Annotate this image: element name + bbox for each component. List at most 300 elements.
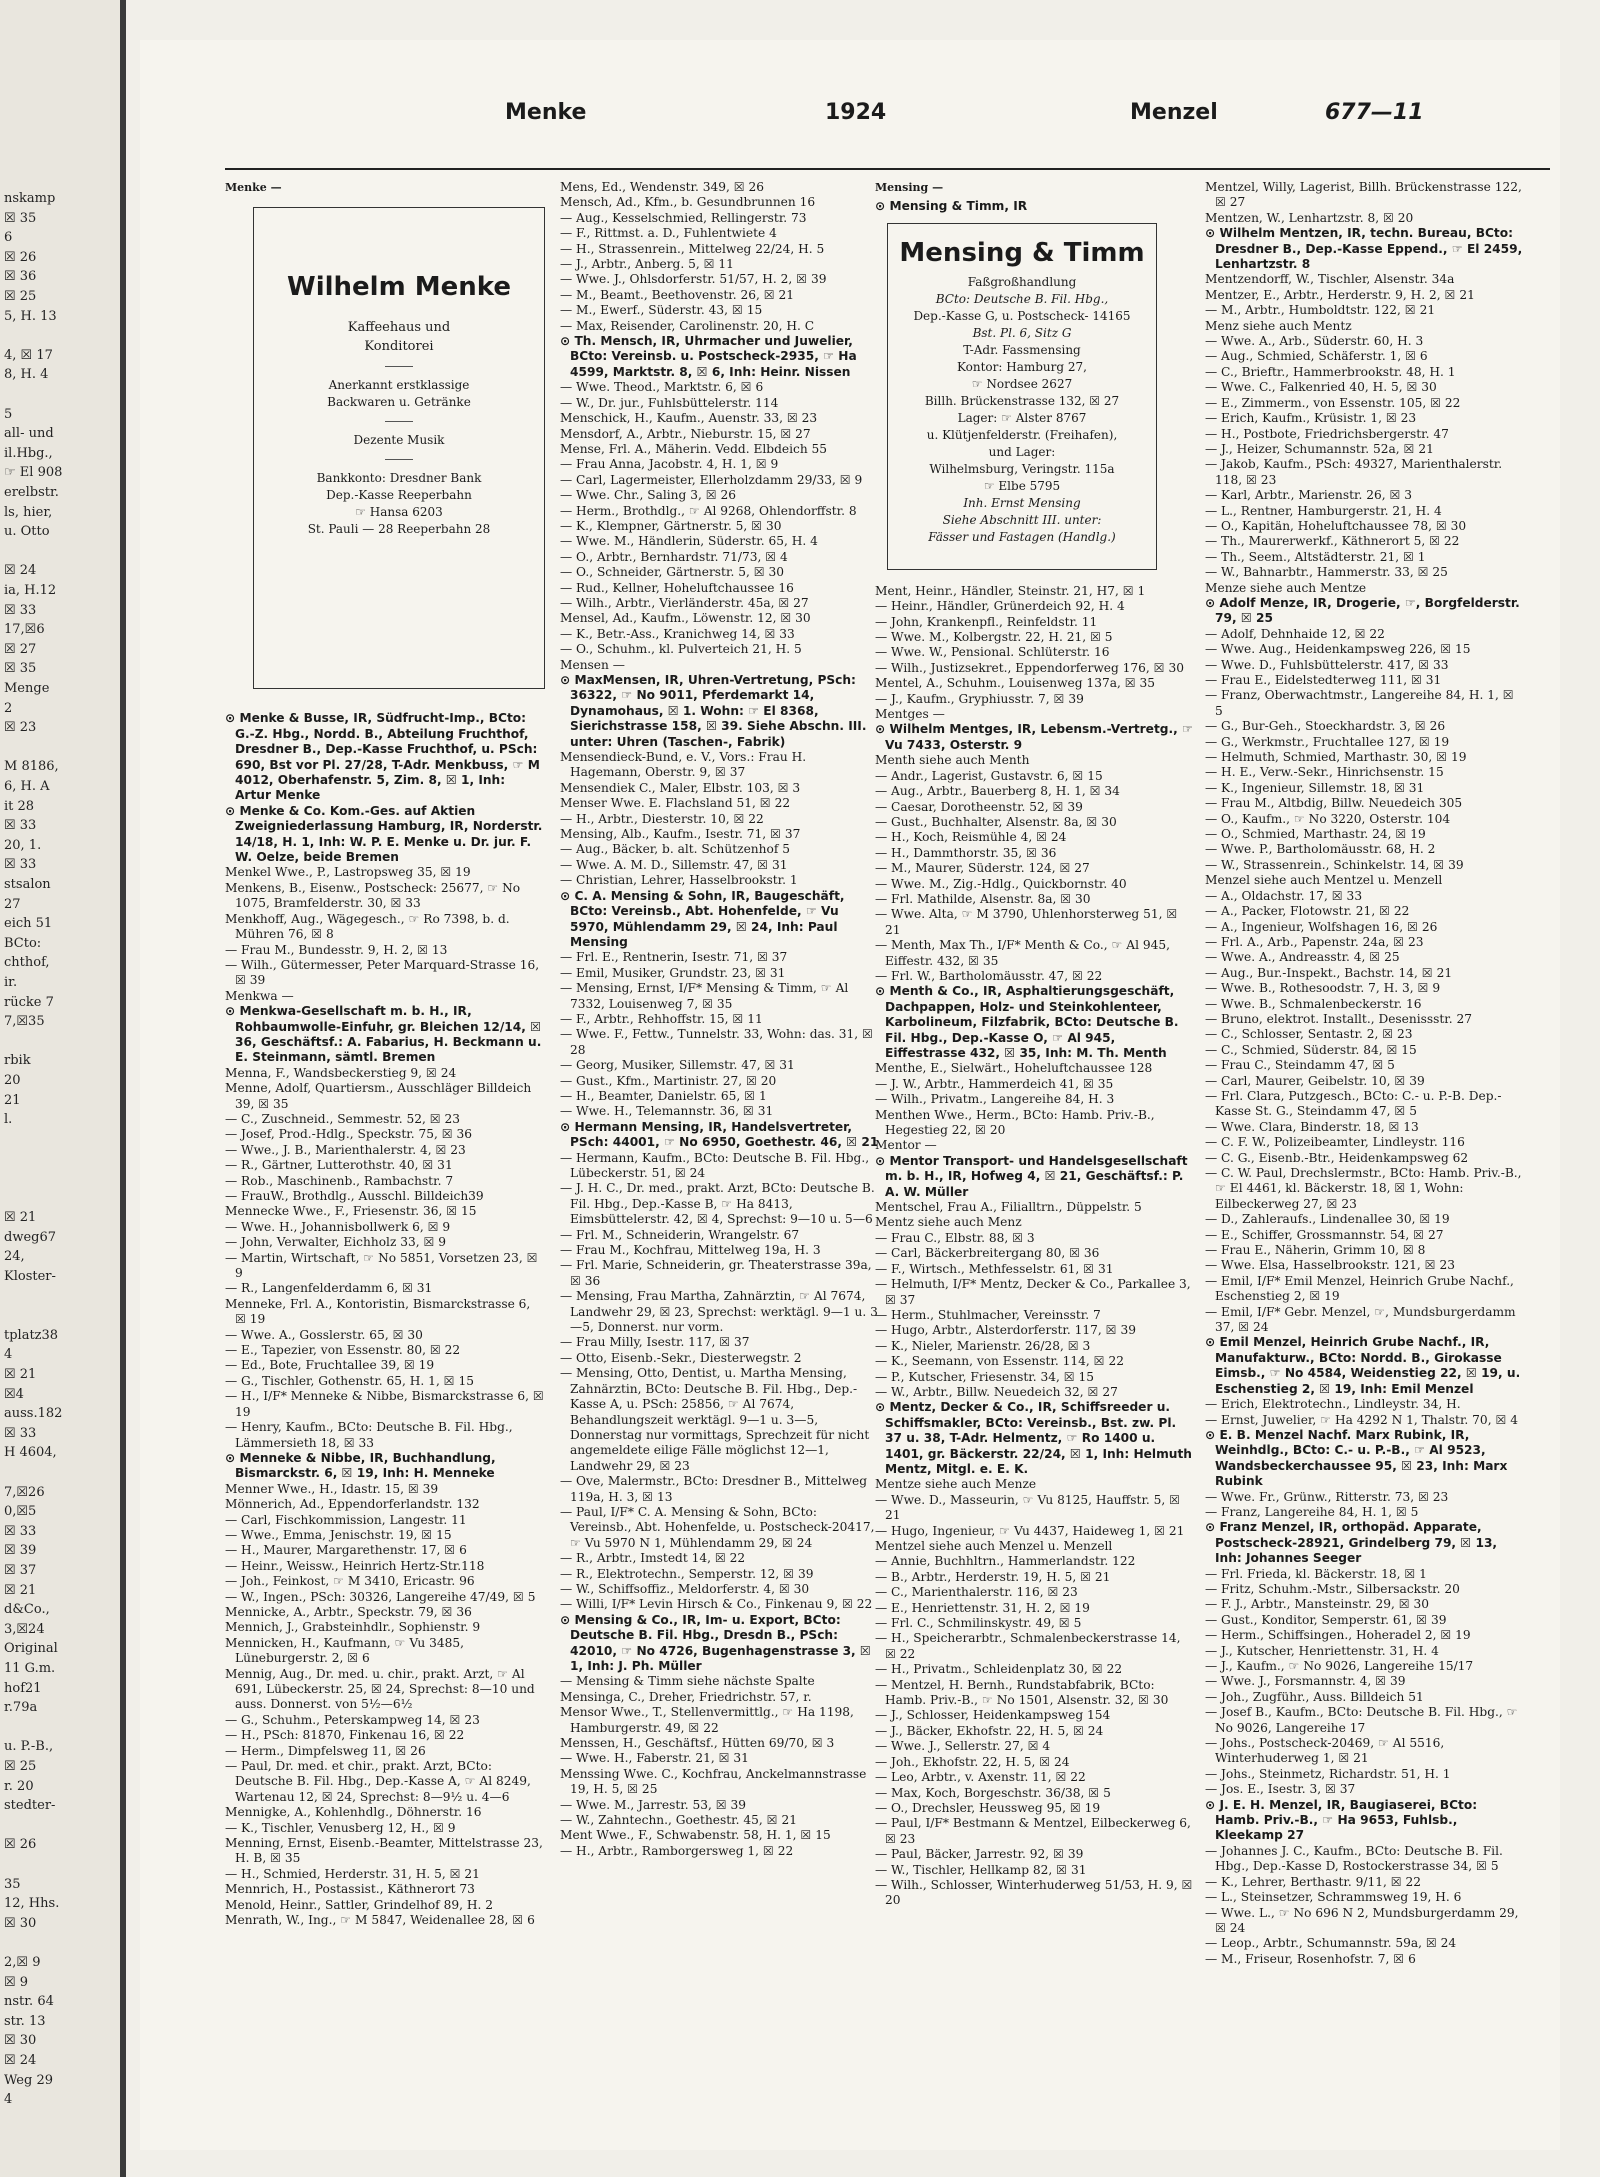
directory-entry: — Josef, Prod.-Hdlg., Speckstr. 75, ☒ 36: [225, 1127, 473, 1142]
directory-entry: — O., Kaufm., ☞ No 3220, Osterstr. 104: [1205, 811, 1451, 826]
gutter-fragment: it 28: [4, 798, 35, 814]
directory-entry: — Wwe. A., Andreasstr. 4, ☒ 25: [1205, 950, 1400, 965]
gutter-fragment: ☒ 39: [4, 1543, 37, 1559]
directory-entry: — Gust., Kfm., Martinistr. 27, ☒ 20: [560, 1073, 777, 1088]
advertisement-wilhelm-menke: [253, 207, 545, 689]
directory-entry: ⊙ Franz Menzel, IR, orthopäd. Apparate, Postscheck-28921, Grindelberg 79, ☒ 13, Inh: Johannes Seeger: [1205, 1520, 1498, 1566]
ad-line: Dezente Musik: [353, 433, 445, 448]
directory-entry: — E., Tapezier, von Essenstr. 80, ☒ 22: [225, 1343, 461, 1358]
gutter-fragment: ☒ 21: [4, 1367, 37, 1382]
directory-entry: — Jakob, Kaufm., PSch: 49327, Marienthalerstr. 118, ☒ 23: [1205, 457, 1503, 487]
directory-entries: [1205, 180, 1525, 1967]
gutter-fragment: 20: [4, 1073, 21, 1088]
directory-entry: — Aug., Schmied, Schäferstr. 1, ☒ 6: [1205, 349, 1428, 364]
directory-entry: — H., Postbote, Friedrichsbergerstr. 47: [1205, 426, 1449, 441]
directory-entry: — Wwe. F., Fettw., Tunnelstr. 33, Wohn: das. 31, ☒ 28: [560, 1027, 873, 1057]
directory-entry: — W., Arbtr., Billw. Neuedeich 32, ☒ 27: [875, 1384, 1118, 1399]
directory-entry: ⊙ Adolf Menze, IR, Drogerie, ☞, Borgfelderstr. 79, ☒ 25: [1205, 595, 1520, 626]
ad-line: Fässer und Fastagen (Handlg.): [928, 529, 1116, 544]
directory-entry: — G., Werkmstr., Fruchtallee 127, ☒ 19: [1205, 734, 1450, 749]
directory-entry: Menkhoff, Aug., Wägegesch., ☞ Ro 7398, b. d. Mühren 76, ☒ 8: [225, 911, 510, 942]
directory-entry: — Johs., Steinmetz, Richardstr. 51, H. 1: [1205, 1766, 1451, 1781]
directory-entry: — Paul, I/F* C. A. Mensing & Sohn, BCto: Vereinsb., Abt. Hohenfelde, u. Postscheck-20417, ☞ Vu 5970 N 1, Mühlendamm 29, ☒ 24: [560, 1504, 875, 1550]
directory-entry: — C. F. W., Polizeibeamter, Lindleystr. 116: [1205, 1135, 1465, 1150]
gutter-fragment: 11 G.m.: [4, 1661, 56, 1676]
directory-entry: ⊙ Menke & Co. Kom.-Ges. auf Aktien Zweigniederlassung Hamburg, IR, Norderstr. 14/18, H. 1, Inh: W. P. E. Menke u. Dr. jur. F. W. Oelze, beide Bremen: [225, 803, 543, 865]
directory-entry: — Erich, Kaufm., Krüsistr. 1, ☒ 23: [1205, 411, 1417, 426]
gutter-fragment: u. P.-B.,: [4, 1739, 54, 1755]
directory-entry: — Henry, Kaufm., BCto: Deutsche B. Fil. Hbg., Lämmersieth 18, ☒ 33: [225, 1420, 513, 1450]
directory-entry: Mentze siehe auch Menze: [875, 1477, 1037, 1492]
directory-entry: — W., Strassenrein., Schinkelstr. 14, ☒ 39: [1205, 857, 1464, 872]
directory-entry: Menschick, H., Kaufm., Auenstr. 33, ☒ 23: [560, 411, 818, 426]
directory-entry: — Wilh., Arbtr., Vierländerstr. 45a, ☒ 27: [560, 595, 809, 610]
directory-entry: — Menth, Max Th., I/F* Menth & Co., ☞ Al 945, Eiffestr. 432, ☒ 35: [875, 938, 1170, 968]
directory-entry: — Emil, Musiker, Grundstr. 23, ☒ 31: [560, 965, 786, 980]
directory-entry: — Wwe. A., Arb., Süderstr. 60, H. 3: [1205, 334, 1424, 349]
directory-entry: — Mensing & Timm siehe nächste Spalte: [560, 1674, 815, 1689]
directory-entry: — Frl. W., Bartholomäusstr. 47, ☒ 22: [875, 968, 1103, 983]
directory-entry: Mentschel, Frau A., Filialltrn., Düppelstr. 5: [875, 1200, 1142, 1215]
directory-entry: — Wwe. J., Sellerstr. 27, ☒ 4: [875, 1739, 1051, 1754]
directory-entry: — W., Zahntechn., Goethestr. 45, ☒ 21: [560, 1813, 797, 1828]
gutter-fragment: erelbstr.: [4, 485, 59, 500]
gutter-fragment: hof21: [4, 1680, 42, 1696]
gutter-fragment: ☒ 35: [4, 210, 37, 226]
directory-entry: — Jos. E., Isestr. 3, ☒ 37: [1205, 1782, 1356, 1797]
gutter-fragment: ☒ 24: [4, 2053, 37, 2068]
gutter-fragment: ☒ 23: [4, 720, 37, 736]
gutter-fragment: ☒ 25: [4, 1759, 37, 1774]
directory-entry: — Wwe. B., Rothesoodstr. 7, H. 3, ☒ 9: [1205, 981, 1441, 996]
directory-entry: ⊙ Menneke & Nibbe, IR, Buchhandlung, Bismarckstr. 6, ☒ 19, Inh: H. Menneke: [225, 1450, 496, 1481]
gutter-fragment: ☒ 9: [4, 1974, 29, 1990]
directory-entry: Mensendieck-Bund, e. V., Vors.: Frau H. Hagemann, Oberstr. 9, ☒ 37: [560, 750, 807, 780]
directory-entry: — Th., Seem., Altstädterstr. 21, ☒ 1: [1205, 549, 1426, 564]
gutter-fragment: 0,☒5: [4, 1504, 37, 1520]
column-4: [1205, 180, 1525, 1967]
directory-entry: — Carl, Bäckerbreitergang 80, ☒ 36: [875, 1246, 1100, 1261]
gutter-fragment: BCto:: [4, 935, 42, 951]
directory-entry: Menthe, E., Sielwärt., Hoheluftchaussee 128: [875, 1061, 1153, 1076]
directory-entry: — Wwe. M., Zig.-Hdlg., Quickbornstr. 40: [875, 876, 1127, 891]
directory-entry: ⊙ Emil Menzel, Heinrich Grube Nachf., IR, Manufakturw., BCto: Nordd. B., Girokasse Eimsb., ☞ No 4584, Weidenstieg 22, ☒ 19, u. Eschenstieg 2, ☒ 19, Inh: Emil Menzel: [1205, 1335, 1521, 1396]
directory-entry: — G., Schuhm., Peterskampweg 14, ☒ 23: [225, 1712, 480, 1727]
directory-entry: Menkwa —: [225, 988, 294, 1003]
directory-entry: — Karl, Arbtr., Marienstr. 26, ☒ 3: [1205, 488, 1413, 503]
directory-entry: — W., Ingen., PSch: 30326, Langereihe 47/49, ☒ 5: [225, 1589, 536, 1604]
directory-entry: — Ernst, Juwelier, ☞ Ha 4292 N 1, Thalstr. 70, ☒ 4: [1205, 1412, 1518, 1427]
directory-entry: — Frau Anna, Jacobstr. 4, H. 1, ☒ 9: [560, 457, 779, 472]
directory-entry: — Wilh., Justizsekret., Eppendorferweg 176, ☒ 30: [875, 660, 1184, 675]
gutter-fragment: auss.182: [4, 1406, 63, 1422]
directory-entry: — W., Dr. jur., Fuhlsbüttelerstr. 114: [560, 395, 779, 410]
directory-entry: — Wwe. Elsa, Hasselbrookstr. 121, ☒ 23: [1205, 1258, 1455, 1273]
directory-entry: Mentel, A., Schuhm., Louisenweg 137a, ☒ 35: [875, 676, 1156, 691]
gutter-fragment: dweg67: [4, 1229, 57, 1245]
directory-entry: Menzel siehe auch Mentzel u. Menzell: [1205, 873, 1443, 888]
directory-entry: — A., Packer, Flotowstr. 21, ☒ 22: [1205, 904, 1410, 919]
directory-entry: Menrath, W., Ing., ☞ M 5847, Weidenallee 28, ☒ 6: [225, 1913, 535, 1928]
directory-entry: — Frl. A., Arb., Papenstr. 24a, ☒ 23: [1205, 934, 1424, 949]
gutter-fragment: ☒ 33: [4, 602, 37, 618]
directory-entry: — P., Kutscher, Friesenstr. 34, ☒ 15: [875, 1369, 1095, 1384]
directory-entry: — F., Rittmst. a. D., Fuhlentwiete 4: [560, 226, 777, 241]
directory-entry: — O., Drechsler, Heussweg 95, ☒ 19: [875, 1800, 1101, 1815]
ad-line: Konditorei: [364, 339, 434, 355]
directory-entry: Mennig, Aug., Dr. med. u. chir., prakt. Arzt, ☞ Al 691, Lübeckerstr. 25, ☒ 24, Sprechst: 8—10 und auss. Donnerst. von 5½—6½: [225, 1666, 535, 1712]
directory-entry: Menning, Ernst, Eisenb.-Beamter, Mittelstrasse 23, H. B, ☒ 35: [225, 1836, 543, 1866]
directory-entry: ⊙ Menth & Co., IR, Asphaltierungsgeschäft, Dachpappen, Holz- und Steinkohlenteer, Karbolineum, Filzfabrik, BCto: Deutsche B. Fil. Hbg., Dep.-Kasse O, ☞ Al 945, Eiffestrasse 432, ☒ 35, Inh: M. Th. Menth: [875, 984, 1179, 1060]
gutter-fragment: ☒ 26: [4, 1837, 37, 1853]
directory-entry: — Martin, Wirtschaft, ☞ No 5851, Vorsetzen 23, ☒ 9: [225, 1250, 538, 1281]
directory-entry: — H., Schmied, Herderstr. 31, H. 5, ☒ 21: [225, 1866, 480, 1881]
directory-entry: — Andr., Lagerist, Gustavstr. 6, ☒ 15: [875, 768, 1103, 783]
directory-entry: — Frau C., Steindamm 47, ☒ 5: [1205, 1058, 1395, 1073]
directory-entry: — J., Arbtr., Anberg. 5, ☒ 11: [560, 257, 734, 272]
gutter-fragment: Menge: [4, 681, 50, 696]
directory-entry: Mentz siehe auch Menz: [875, 1215, 1022, 1230]
ad-line: St. Pauli — 28 Reeperbahn 28: [307, 522, 491, 537]
directory-entry: — Wwe. M., Kolbergstr. 22, H. 21, ☒ 5: [875, 630, 1113, 645]
directory-entry: Menkens, B., Eisenw., Postscheck: 25677, ☞ No 1075, Bramfelderstr. 30, ☒ 33: [225, 880, 521, 911]
ad-line: und Lager:: [988, 444, 1056, 459]
directory-entry: — Frl. E., Rentnerin, Isestr. 71, ☒ 37: [560, 950, 788, 965]
ad-line: Lager: ☞ Alster 8767: [957, 410, 1087, 425]
directory-entry: — Wwe. Aug., Heidenkampsweg 226, ☒ 15: [1205, 642, 1471, 657]
directory-entry: Mönnerich, Ad., Eppendorferlandstr. 132: [225, 1497, 480, 1512]
directory-entry: — Frl. M., Schneiderin, Wrangelstr. 67: [560, 1227, 800, 1242]
ad-line: Kontor: Hamburg 27,: [957, 359, 1087, 374]
directory-entry: — Wwe. Clara, Binderstr. 18, ☒ 13: [1205, 1119, 1419, 1134]
directory-entry: ⊙ E. B. Menzel Nachf. Marx Rubink, IR, Weinhdlg., BCto: C.- u. P.-B., ☞ Al 9523, Wandsbeckerchaussee 95, ☒ 23, Inh: Marx Rubink: [1205, 1427, 1508, 1489]
page-number: 677—11: [1325, 100, 1424, 125]
directory-entry: Mensen —: [560, 657, 625, 672]
directory-entry: — Willi, I/F* Levin Hirsch & Co., Finkenau 9, ☒ 22: [560, 1597, 873, 1612]
directory-entry: — C. W. Paul, Drechslermstr., BCto: Hamb. Priv.-B., ☞ El 4461, kl. Bäckerstr. 18, ☒ 1, Wohn: Eilbeckerweg 27, ☒ 23: [1205, 1166, 1522, 1211]
directory-entry: — J., Heizer, Schumannstr. 52a, ☒ 21: [1205, 441, 1434, 456]
directory-entry: — Emil, I/F* Gebr. Menzel, ☞, Mundsburgerdamm 37, ☒ 24: [1205, 1304, 1516, 1335]
directory-entry: ⊙ Mensing & Timm, IR: [875, 199, 1028, 214]
ad-line: Anerkannt erstklassige: [328, 378, 470, 393]
directory-entry: — John, Verwalter, Eichholz 33, ☒ 9: [225, 1235, 447, 1250]
directory-entry: — Georg, Musiker, Sillemstr. 47, ☒ 31: [560, 1058, 795, 1073]
ad-title: Wilhelm Menke: [287, 272, 511, 303]
directory-entry: — Gust., Buchhalter, Alsenstr. 8a, ☒ 30: [875, 814, 1117, 829]
directory-entry: — Wilh., Gütermesser, Peter Marquard-Strasse 16, ☒ 39: [225, 957, 540, 988]
directory-entry: — Wwe. A. M. D., Sillemstr. 47, ☒ 31: [560, 857, 788, 872]
directory-entry: — R., Elektrotechn., Semperstr. 12, ☒ 39: [560, 1566, 814, 1581]
directory-entry: — Mensing, Ernst, I/F* Mensing & Timm, ☞ Al 7332, Louisenweg 7, ☒ 35: [560, 981, 849, 1011]
directory-entry: — W., Bahnarbtr., Hammerstr. 33, ☒ 25: [1205, 565, 1448, 580]
directory-entry: — M., Maurer, Süderstr. 124, ☒ 27: [875, 861, 1090, 876]
gutter-fragment: Kloster-: [4, 1269, 56, 1284]
directory-entry: — Rud., Kellner, Hoheluftchaussee 16: [560, 580, 794, 595]
ad-line: Kaffeehaus und: [347, 320, 451, 336]
gutter-fragment: 5, H. 13: [4, 308, 57, 324]
directory-entry: ⊙ Mentz, Decker & Co., IR, Schiffsreeder u. Schiffsmakler, BCto: Vereinsb., Bst. zw. Pl. 37 u. 38, T-Adr. Helmentz, ☞ Ro 1400 u. 1401, gr. Bäckerstr. 22/24, ☒ 1, Inh: Helmuth Mentz, Mitgl. e. E. K.: [875, 1400, 1192, 1476]
directory-entry: — J., Kaufm., ☞ No 9026, Langereihe 15/17: [1205, 1659, 1474, 1673]
gutter-fragment: ☒ 33: [4, 1523, 37, 1539]
ad-line: BCto: Deutsche B. Fil. Hbg.,: [935, 291, 1109, 306]
directory-entry: — Johs., Postscheck-20469, ☞ Al 5516, Winterhuderweg 1, ☒ 21: [1205, 1736, 1445, 1766]
directory-entry: — Wwe. D., Masseurin, ☞ Vu 8125, Hauffstr. 5, ☒ 21: [875, 1492, 1181, 1523]
directory-entry: — Christian, Lehrer, Hasselbrookstr. 1: [560, 873, 798, 888]
header-rule: [225, 168, 1550, 170]
directory-entry: — Wwe. Fr., Grünw., Ritterstr. 73, ☒ 23: [1205, 1489, 1449, 1504]
ad-line: ☞ Nordsee 2627: [971, 376, 1073, 391]
directory-entry: — Josef B., Kaufm., BCto: Deutsche B. Fil. Hbg., ☞ No 9026, Langereihe 17: [1205, 1705, 1518, 1735]
column-1: [225, 180, 545, 1929]
directory-entry: — Erich, Elektrotechn., Lindleystr. 34, H.: [1205, 1397, 1461, 1412]
gutter-fragment: 7,☒35: [4, 1014, 45, 1030]
gutter-fragment: Original: [4, 1641, 58, 1657]
gutter-fragment: 27: [4, 896, 21, 912]
directory-entries: [875, 584, 1195, 1909]
directory-entry: Menssing Wwe. C., Kochfrau, Anckelmannstrasse 19, H. 5, ☒ 25: [560, 1766, 867, 1797]
directory-entry: — Wilh., Privatm., Langereihe 84, H. 3: [875, 1092, 1115, 1107]
directory-entry: — Wwe. B., Schmalenbeckerstr. 16: [1205, 996, 1422, 1011]
gutter-fragment: Weg 29: [4, 2072, 53, 2088]
directory-entry: — Hugo, Ingenieur, ☞ Vu 4437, Haideweg 1, ☒ 21: [875, 1523, 1185, 1538]
directory-entry: Menne, Adolf, Quartiersm., Ausschläger Billdeich 39, ☒ 35: [225, 1081, 532, 1111]
gutter-fragment: l.: [4, 1112, 13, 1128]
ad-line: Backwaren u. Getränke: [327, 395, 471, 410]
gutter-fragment: ☒ 27: [4, 641, 37, 657]
directory-entry: — Frau C., Elbstr. 88, ☒ 3: [875, 1230, 1035, 1245]
directory-entry: — Wilh., Schlosser, Winterhuderweg 51/53, H. 9, ☒ 20: [875, 1877, 1193, 1908]
header-year: 1924: [825, 100, 887, 125]
directory-entry: — H., PSch: 81870, Finkenau 16, ☒ 22: [225, 1728, 465, 1743]
directory-entry: — Frl. Clara, Putzgesch., BCto: C.- u. P.-B. Dep.-Kasse St. G., Steindamm 47, ☒ 5: [1205, 1088, 1502, 1119]
ad-line: Dep.-Kasse G, u. Postscheck- 14165: [913, 308, 1131, 323]
directory-entry: — O., Kapitän, Hoheluftchaussee 78, ☒ 30: [1205, 518, 1467, 533]
gutter-fragment: tplatz38: [4, 1327, 59, 1343]
ad-title: Mensing & Timm: [899, 237, 1145, 268]
directory-entry: — Herm., Stuhlmacher, Vereinsstr. 7: [875, 1307, 1101, 1322]
directory-entry: — Hermann, Kaufm., BCto: Deutsche B. Fil. Hbg., Lübeckerstr. 51, ☒ 24: [560, 1150, 870, 1180]
directory-entry: — Aug., Bäcker, b. alt. Schützenhof 5: [560, 842, 790, 857]
gutter-fragment: 3,☒24: [4, 1621, 45, 1637]
directory-entry: — Wwe. M., Jarrestr. 53, ☒ 39: [560, 1797, 747, 1812]
directory-entry: — Wwe. A., Gosslerstr. 65, ☒ 30: [225, 1327, 423, 1342]
directory-entry: — Helmuth, I/F* Mentz, Decker & Co., Parkallee 3, ☒ 37: [875, 1277, 1191, 1307]
column-3: [875, 180, 1195, 1909]
directory-entry: — Frl. Mathilde, Alsenstr. 8a, ☒ 30: [875, 891, 1091, 906]
gutter-fragment: u. Otto: [4, 524, 50, 540]
gutter-fragment: H 4604,: [4, 1445, 57, 1461]
directory-entry: — C., Schmied, Süderstr. 84, ☒ 15: [1205, 1042, 1417, 1057]
directory-entry: — H., I/F* Menneke & Nibbe, Bismarckstrasse 6, ☒ 19: [225, 1389, 544, 1419]
directory-entry: Ment Wwe., F., Schwabenstr. 58, H. 1, ☒ 15: [560, 1828, 831, 1843]
gutter-fragment: 17,☒6: [4, 622, 45, 638]
directory-entry: Menthen Wwe., Herm., BCto: Hamb. Priv.-B., Hegestieg 22, ☒ 20: [875, 1107, 1155, 1138]
ad-line: Wilhelmsburg, Veringstr. 115a: [929, 461, 1115, 476]
directory-entry: — Th., Maurerwerkf., Käthnerort 5, ☒ 22: [1205, 534, 1460, 549]
directory-entry: — H. E., Verw.-Sekr., Hinrichsenstr. 15: [1205, 765, 1444, 780]
gutter-fragment: 2: [4, 700, 13, 716]
directory-entry: — H., Speicherarbtr., Schmalenbeckerstrasse 14, ☒ 22: [875, 1631, 1181, 1661]
directory-entry: Mennicke, A., Arbtr., Speckstr. 79, ☒ 36: [225, 1604, 472, 1619]
directory-entries: [560, 180, 880, 1859]
directory-entry: Mentzendorff, W., Tischler, Alsenstr. 34a: [1205, 272, 1455, 287]
directory-entry: — Hugo, Arbtr., Alsterdorferstr. 117, ☒ 39: [875, 1323, 1136, 1338]
gutter-fragment: ☒4: [4, 1386, 24, 1402]
directory-entry: — H., Strassenrein., Mittelweg 22/24, H. 5: [560, 241, 825, 256]
directory-entry: Mense, Frl. A., Mäherin. Vedd. Elbdeich 55: [560, 441, 828, 456]
gutter-fragment: rücke 7: [4, 994, 54, 1010]
ad-line: Bankkonto: Dresdner Bank: [316, 471, 482, 486]
directory-entry: — E., Schiffer, Grossmannstr. 54, ☒ 27: [1205, 1227, 1444, 1242]
directory-entry: — Frl. C., Schmilinskystr. 49, ☒ 5: [875, 1616, 1082, 1631]
directory-entry: — Wwe., Emma, Jenischstr. 19, ☒ 15: [225, 1527, 452, 1542]
directory-entry: — J., Kaufm., Gryphiusstr. 7, ☒ 39: [875, 691, 1084, 706]
directory-entry: — Wwe., J. B., Marienthalerstr. 4, ☒ 23: [225, 1142, 466, 1157]
header-right-keyword: Menzel: [1130, 100, 1218, 125]
gutter-fragment: ☒ 21: [4, 1582, 37, 1598]
directory-entry: — Caesar, Dorotheenstr. 52, ☒ 39: [875, 799, 1083, 814]
directory-entry: — G., Tischler, Gothenstr. 65, H. 1, ☒ 15: [225, 1373, 474, 1388]
directory-entry: — Frau E., Eidelstedterweg 111, ☒ 31: [1205, 673, 1442, 687]
directory-entry: — R., Gärtner, Lutterothstr. 40, ☒ 31: [225, 1158, 453, 1173]
directory-entry: — F., Arbtr., Rehhoffstr. 15, ☒ 11: [560, 1011, 763, 1026]
directory-entry: Menser Wwe. E. Flachsland 51, ☒ 22: [560, 796, 791, 811]
directory-entry: — Wwe. H., Telemannstr. 36, ☒ 31: [560, 1104, 774, 1119]
directory-entry: — R., Arbtr., Imstedt 14, ☒ 22: [560, 1551, 746, 1566]
ad-divider: [385, 366, 413, 367]
directory-entry: Menth siehe auch Menth: [875, 753, 1030, 768]
directory-entry: Mentzel, Willy, Lagerist, Billh. Brückenstrasse 122, ☒ 27: [1205, 180, 1522, 210]
directory-entry: — Wwe. P., Bartholomäusstr. 68, H. 2: [1205, 842, 1436, 857]
directory-entry: Mentzel siehe auch Menzel u. Menzell: [875, 1539, 1113, 1553]
directory-entry: — O., Schneider, Gärtnerstr. 5, ☒ 30: [560, 565, 785, 580]
gutter-fragment: ☒ 35: [4, 661, 37, 677]
column-2: [560, 180, 880, 1859]
gutter-fragment: ir.: [4, 975, 18, 990]
directory-entry: — H., Arbtr., Diesterstr. 10, ☒ 22: [560, 811, 764, 826]
gutter-fragment: 2,☒ 9: [4, 1955, 41, 1970]
directory-entry: — H., Koch, Reismühle 4, ☒ 24: [875, 830, 1067, 845]
directory-entry: Mennich, J., Grabsteinhdlr., Sophienstr. 9: [225, 1620, 481, 1635]
directory-entry: — Max, Reisender, Carolinenstr. 20, H. C: [560, 318, 815, 333]
directory-entry: Menold, Heinr., Sattler, Grindelhof 89, H. 2: [225, 1897, 493, 1912]
directory-entry: — John, Krankenpfl., Reinfeldstr. 11: [875, 614, 1098, 629]
directory-entry: — O., Arbtr., Bernhardstr. 71/73, ☒ 4: [560, 549, 788, 564]
directory-entry: — C., Marienthalerstr. 116, ☒ 23: [875, 1585, 1078, 1600]
directory-entry: — O., Schmied, Marthastr. 24, ☒ 19: [1205, 827, 1426, 842]
directory-entry: — K., Seemann, von Essenstr. 114, ☒ 22: [875, 1354, 1124, 1369]
directory-entry: — Aug., Bur.-Inspekt., Bachstr. 14, ☒ 21: [1205, 965, 1453, 980]
directory-entry: — R., Langenfelderdamm 6, ☒ 31: [225, 1281, 433, 1296]
gutter-fragment: 4, ☒ 17: [4, 347, 53, 363]
gutter-fragment: 24,: [4, 1249, 25, 1265]
directory-entry: — Frau M., Kochfrau, Mittelweg 19a, H. 3: [560, 1243, 821, 1258]
gutter-fragment: ☞ El 908: [4, 465, 63, 481]
directory-entry: ⊙ Mensing & Co., IR, Im- u. Export, BCto: Deutsche B. Fil. Hbg., Dresdn B., PSch: 42010, ☞ No 4726, Bugenhagenstrasse 3, ☒ 1, Inh: J. Ph. Müller: [560, 1612, 871, 1673]
directory-entry: — Gust., Konditor, Semperstr. 61, ☒ 39: [1205, 1612, 1447, 1627]
gutter-fragment: 6, H. A: [4, 779, 50, 794]
column-heading: Mensing —: [875, 181, 944, 194]
advertisement-mensing-timm: [887, 223, 1157, 570]
directory-entry: — M., Ewerf., Süderstr. 43, ☒ 15: [560, 303, 763, 318]
gutter-fragment: M 8186,: [4, 759, 59, 775]
directory-entry: — J., Kutscher, Henriettenstr. 31, H. 4: [1205, 1643, 1439, 1658]
directory-entry: Menz siehe auch Mentz: [1205, 318, 1352, 333]
directory-entry: — F., Wirtsch., Methfesselstr. 61, ☒ 31: [875, 1261, 1114, 1276]
directory-entry: — Carl, Maurer, Geibelstr. 10, ☒ 39: [1205, 1073, 1425, 1088]
ad-line: ☞ Hansa 6203: [355, 505, 443, 520]
directory-entry: — Joh., Zugführ., Auss. Billdeich 51: [1205, 1689, 1424, 1704]
directory-entry: — Fritz, Schuhm.-Mstr., Silbersackstr. 20: [1205, 1581, 1460, 1596]
directory-entry: — Wwe. J., Forsmannstr. 4, ☒ 39: [1205, 1674, 1406, 1689]
directory-entry: Mensing, Alb., Kaufm., Isestr. 71, ☒ 37: [560, 827, 801, 842]
directory-entry: — E., Henriettenstr. 31, H. 2, ☒ 19: [875, 1600, 1090, 1615]
directory-entry: Menze siehe auch Mentze: [1205, 580, 1367, 595]
directory-entry: — C., Zuschneid., Semmestr. 52, ☒ 23: [225, 1111, 461, 1126]
directory-entry: ⊙ J. E. H. Menzel, IR, Baugiaserei, BCto: Hamb. Priv.-B., ☞ Ha 9653, Fuhlsb., Kleekamp 27: [1205, 1797, 1478, 1843]
gutter-fragment: 8, H. 4: [4, 367, 49, 383]
gutter-fragment: d&Co.,: [4, 1602, 50, 1618]
directory-entry: — Leo, Arbtr., v. Axenstr. 11, ☒ 22: [875, 1770, 1086, 1785]
directory-entry: Mennicken, H., Kaufmann, ☞ Vu 3485, Lüneburgerstr. 2, ☒ 6: [225, 1635, 464, 1666]
directory-entry: ⊙ Th. Mensch, IR, Uhrmacher und Juwelier, BCto: Vereinsb. u. Postscheck-2935, ☞ Ha 4599, Marktstr. 8, ☒ 6, Inh: Heinr. Nissen: [560, 334, 857, 379]
gutter-fragment: stedter-: [4, 1798, 56, 1814]
previous-page-gutter: [0, 0, 126, 2177]
column-heading: Menke —: [225, 181, 282, 194]
directory-entry: Mentges —: [875, 707, 945, 722]
directory-entry: — Paul, I/F* Bestmann & Mentzel, Eilbeckerweg 6, ☒ 23: [875, 1816, 1191, 1846]
gutter-fragment: ☒ 21: [4, 1210, 37, 1226]
ad-line: Dep.-Kasse Reeperbahn: [326, 488, 472, 503]
directory-entry: — Mentzel, H. Bernh., Rundstabfabrik, BCto: Hamb. Priv.-B., ☞ No 1501, Alsenstr. 32, ☒ 30: [875, 1677, 1169, 1708]
gutter-fragment: 4: [4, 2092, 13, 2108]
directory-entry: — L., Rentner, Hamburgerstr. 21, H. 4: [1205, 503, 1442, 518]
gutter-fragment: 4: [4, 1347, 13, 1363]
directory-entry: — H., Dammthorstr. 35, ☒ 36: [875, 845, 1057, 860]
directory-entry: — H., Arbtr., Ramborgersweg 1, ☒ 22: [560, 1843, 794, 1858]
header-left-keyword: Menke: [505, 100, 587, 125]
directory-entry: — J. W., Arbtr., Hammerdeich 41, ☒ 35: [875, 1076, 1114, 1091]
directory-entry: — Wwe. D., Fuhlsbüttelerstr. 417, ☒ 33: [1205, 657, 1449, 672]
directory-entry: — A., Oldachstr. 17, ☒ 33: [1205, 888, 1363, 903]
directory-entry: — Carl, Fischkommission, Langestr. 11: [225, 1512, 467, 1527]
directory-entry: — F. J., Arbtr., Mansteinstr. 29, ☒ 30: [1205, 1597, 1430, 1612]
directory-entry: — Frl. Frieda, kl. Bäckerstr. 18, ☒ 1: [1205, 1566, 1427, 1581]
gutter-fragment: ☒ 30: [4, 2033, 37, 2049]
directory-entry: ⊙ C. A. Mensing & Sohn, IR, Baugeschäft, BCto: Vereinsb., Abt. Hohenfelde, ☞ Vu 5970, Mühlendamm 29, ☒ 24, Inh: Paul Mensing: [560, 888, 845, 949]
gutter-fragment: ☒ 33: [4, 818, 37, 834]
gutter-fragment: chthof,: [4, 955, 50, 971]
directory-entry: — D., Zahleraufs., Lindenallee 30, ☒ 19: [1205, 1212, 1450, 1227]
ad-divider: [385, 459, 413, 460]
directory-entry: — Frl. Marie, Schneiderin, gr. Theaterstrasse 39a, ☒ 36: [560, 1258, 872, 1288]
directory-entries: [225, 711, 545, 1928]
directory-entry: ⊙ Wilhelm Mentzen, IR, techn. Bureau, BCto: Dresdner B., Dep.-Kasse Eppend., ☞ El 2459, Lenhartzstr. 8: [1205, 226, 1523, 272]
gutter-fragment: 6: [4, 230, 13, 246]
directory-entry: — Adolf, Dehnhaide 12, ☒ 22: [1205, 626, 1385, 641]
directory-entry: — K., Ingenieur, Sillemstr. 18, ☒ 31: [1205, 780, 1425, 795]
directory-entry: — Heinr., Weissw., Heinrich Hertz-Str.118: [225, 1558, 485, 1573]
gutter-fragment: ☒ 24: [4, 563, 37, 579]
directory-entry: Menssen, H., Geschäftsf., Hütten 69/70, ☒ 3: [560, 1736, 835, 1751]
directory-entry: — Wwe. Chr., Saling 3, ☒ 26: [560, 488, 737, 503]
directory-entry: — J. H. C., Dr. med., prakt. Arzt, BCto: Deutsche B. Fil. Hbg., Dep.-Kasse B, ☞ Ha 8413, Eimsbüttelerstr. 42, ☒ 4, Sprechst: 9—10 u. 5—6: [560, 1181, 875, 1227]
gutter-fragment: ☒ 33: [4, 857, 37, 873]
directory-entry: ⊙ Hermann Mensing, IR, Handelsvertreter, PSch: 44001, ☞ No 6950, Goethestr. 46, ☒ 21: [560, 1119, 879, 1150]
directory-entry: — Max, Koch, Borgeschstr. 36/38, ☒ 5: [875, 1785, 1111, 1800]
directory-entry: — Frau M., Bundesstr. 9, H. 2, ☒ 13: [225, 942, 448, 957]
directory-entry: Mentzen, W., Lenhartzstr. 8, ☒ 20: [1205, 210, 1414, 225]
